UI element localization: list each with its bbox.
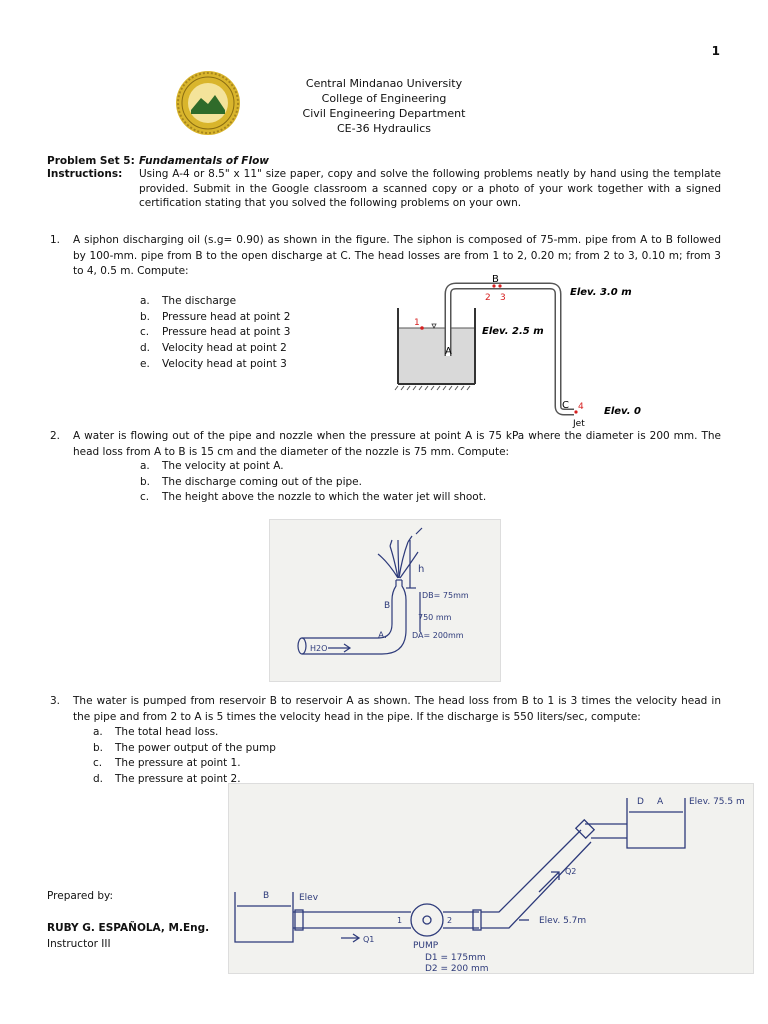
list-item: a. The velocity at point A.	[140, 460, 284, 472]
fig3-elev-a: Elev. 75.5 m	[689, 797, 745, 807]
list-item: b. Pressure head at point 2	[140, 310, 291, 323]
department-name: Civil Engineering Department	[302, 107, 466, 120]
fig1-label-4: 4	[578, 402, 584, 412]
list-item: c. Pressure head at point 3	[140, 326, 291, 339]
prepared-by-label: Prepared by:	[47, 890, 113, 902]
university-name: Central Mindanao University	[305, 77, 463, 90]
fig3-label-1: 1	[397, 916, 403, 925]
list-item: a. The discharge	[140, 295, 237, 307]
problem-3-items	[93, 725, 276, 788]
pump-sketch-photo	[228, 783, 754, 974]
fig3-label-pump: PUMP	[413, 941, 439, 951]
fig2-label-da: DA= 200mm	[412, 631, 464, 640]
fig3-d1: D1 = 175mm	[425, 953, 486, 963]
course-name: CE-36 Hydraulics	[337, 122, 431, 135]
problem-2-text: A water is flowing out of the pipe and nozzle when the pressure at point A is 75 kPa where the diameter is 200 mm. The head loss from A to B is 15 cm and the diameter of the nozzle is 75 mm. Compute:	[73, 430, 721, 458]
instructions-label: Instructions:	[47, 168, 123, 180]
instructions-text: Using A-4 or 8.5" x 11" size paper, copy and solve the following problems neatly by hand using the template provided. Submit in the Google classroom a scanned copy or a photo of your work together with a signed certification stating that you solved the following problems on your own.	[139, 168, 721, 209]
list-item: c. The pressure at point 1.	[93, 757, 241, 770]
list-item: b. The discharge coming out of the pipe.	[140, 475, 362, 488]
fig2-label-h2o: H2O	[310, 644, 328, 653]
fig1-elev-mid: Elev. 2.5 m	[482, 326, 544, 337]
fig3-label-q2: Q2	[565, 867, 577, 876]
fig3-label-b: B	[263, 891, 270, 901]
problem-3-text: The water is pumped from reservoir B to reservoir A as shown. The head loss from B to 1 is 3 times the velocity head in the pipe and from 2 to A is 5 times the velocity head in the pipe. If the discharge is 550 liters/sec, compute:	[73, 695, 721, 723]
instructor-title: Instructor III	[47, 938, 111, 950]
fig1-label-a: A	[445, 346, 452, 357]
fig1-elev-top: Elev. 3.0 m	[570, 287, 632, 298]
problem-2-items	[140, 459, 486, 506]
fig3-d2: D2 = 200 mm	[425, 964, 489, 974]
fig1-label-c: C	[562, 400, 569, 411]
siphon-figure	[390, 270, 650, 430]
fig3-label-a: A	[657, 797, 664, 807]
list-item: a. The total head loss.	[93, 726, 219, 738]
fig3-elev-b: Elev	[299, 893, 319, 903]
fig1-label-3: 3	[500, 293, 506, 303]
college-name: College of Engineering	[321, 92, 447, 105]
fig3-elev-pipe: Elev. 5.7m	[539, 916, 587, 926]
fig2-label-h: h	[418, 564, 425, 575]
page-number: 1	[711, 44, 720, 58]
problem-1-items	[140, 294, 290, 373]
list-item: e. Velocity head at point 3	[140, 357, 287, 370]
fig3-label-q1: Q1	[363, 935, 375, 944]
fig1-label-jet: Jet	[573, 419, 585, 429]
problem-3-number: 3.	[50, 695, 61, 707]
fig1-label-2: 2	[485, 293, 491, 303]
fig2-label-a: A.	[378, 631, 387, 641]
list-item: d. Velocity head at point 2	[140, 342, 287, 355]
list-item: b. The power output of the pump	[93, 741, 276, 754]
fig1-elev-bottom: Elev. 0	[604, 406, 641, 417]
fig3-label-2: 2	[447, 916, 453, 925]
list-item: d. The pressure at point 2.	[93, 773, 241, 786]
problem-2-number: 2.	[50, 430, 61, 442]
nozzle-sketch-photo	[269, 519, 501, 682]
list-item: c. The height above the nozzle to which the water jet will shoot.	[140, 491, 487, 504]
fig2-label-b: B	[384, 601, 391, 611]
document-header	[0, 76, 768, 136]
instructor-name: RUBY G. ESPAÑOLA, M.Eng.	[47, 922, 210, 934]
fig2-label-db: DB= 75mm	[422, 591, 469, 600]
problem-set-label: Problem Set 5:	[47, 155, 135, 167]
fig1-label-1: 1	[414, 318, 420, 328]
problem-1-text: A siphon discharging oil (s.g= 0.90) as shown in the figure. The siphon is composed of 75-mm. pipe from A to B followed by 100-mm. pipe from B to the open discharge at C. The head losses are from 1 to 2, 0.20 m; from 2 to 3, 0.10 m; from 3 to 4, 0.5 m. Compute:	[73, 234, 721, 277]
problem-1-number: 1.	[50, 234, 61, 246]
fig2-label-750: 750 mm	[418, 613, 452, 622]
fig3-label-d: D	[637, 797, 644, 807]
fig1-label-b: B	[492, 274, 499, 285]
problem-set-title: Fundamentals of Flow	[139, 155, 269, 167]
